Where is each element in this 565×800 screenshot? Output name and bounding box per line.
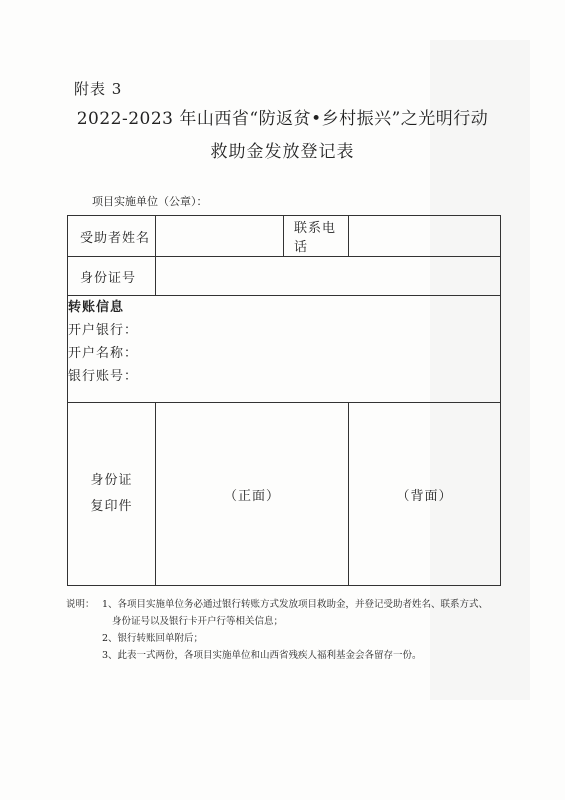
transfer-info-title: 转账信息 <box>68 300 125 315</box>
id-number-label: 身份证号 <box>68 257 156 296</box>
recipient-name-field[interactable] <box>156 216 284 257</box>
note-item-1-line1: 1、各项目实施单位务必通过银行转账方式发放项目救助金，并登记受助者姓名、联系方式、 <box>102 599 489 610</box>
table-row <box>68 296 501 403</box>
id-copy-label-line1: 身份证 <box>90 473 133 488</box>
transfer-info-section[interactable] <box>68 296 501 403</box>
note-item-1 <box>66 596 526 613</box>
document-title-line2: 救助金发放登记表 <box>210 142 355 162</box>
id-back-label: （背面） <box>396 488 453 504</box>
recipient-name-label: 受助者姓名 <box>68 216 156 257</box>
id-copy-label <box>68 403 156 586</box>
notes-section <box>66 596 526 664</box>
phone-label: 联系电话 <box>284 216 349 257</box>
table-row <box>68 216 501 257</box>
annex-label: 附表 3 <box>74 80 123 98</box>
id-number-field[interactable] <box>156 257 501 296</box>
id-front-label: （正面） <box>223 488 280 504</box>
table-row <box>68 403 501 586</box>
note-item-1-line2: 身份证号以及银行卡开户行等相关信息； <box>112 616 284 627</box>
id-copy-label-line2: 复印件 <box>90 499 133 514</box>
implementing-unit-label: 项目实施单位（公章）： <box>92 195 208 208</box>
account-name-label: 开户名称： <box>68 346 139 361</box>
note-item-3: 3、此表一式两份，各项目实施单位和山西省残疾人福利基金会各留存一份。 <box>102 650 422 661</box>
id-back-area[interactable] <box>349 403 501 586</box>
account-number-label: 银行账号： <box>68 369 139 384</box>
table-row <box>68 257 501 296</box>
notes-lead: 说明： <box>66 599 95 610</box>
note-item-2: 2、银行转账回单附后； <box>102 633 204 644</box>
document-title-line1: 2022-2023 年山西省“防返贫•乡村振兴”之光明行动 <box>76 109 489 129</box>
bank-name-label: 开户银行： <box>68 323 139 338</box>
phone-field[interactable] <box>349 216 501 257</box>
id-front-area[interactable] <box>156 403 349 586</box>
registration-form-table <box>67 215 501 586</box>
